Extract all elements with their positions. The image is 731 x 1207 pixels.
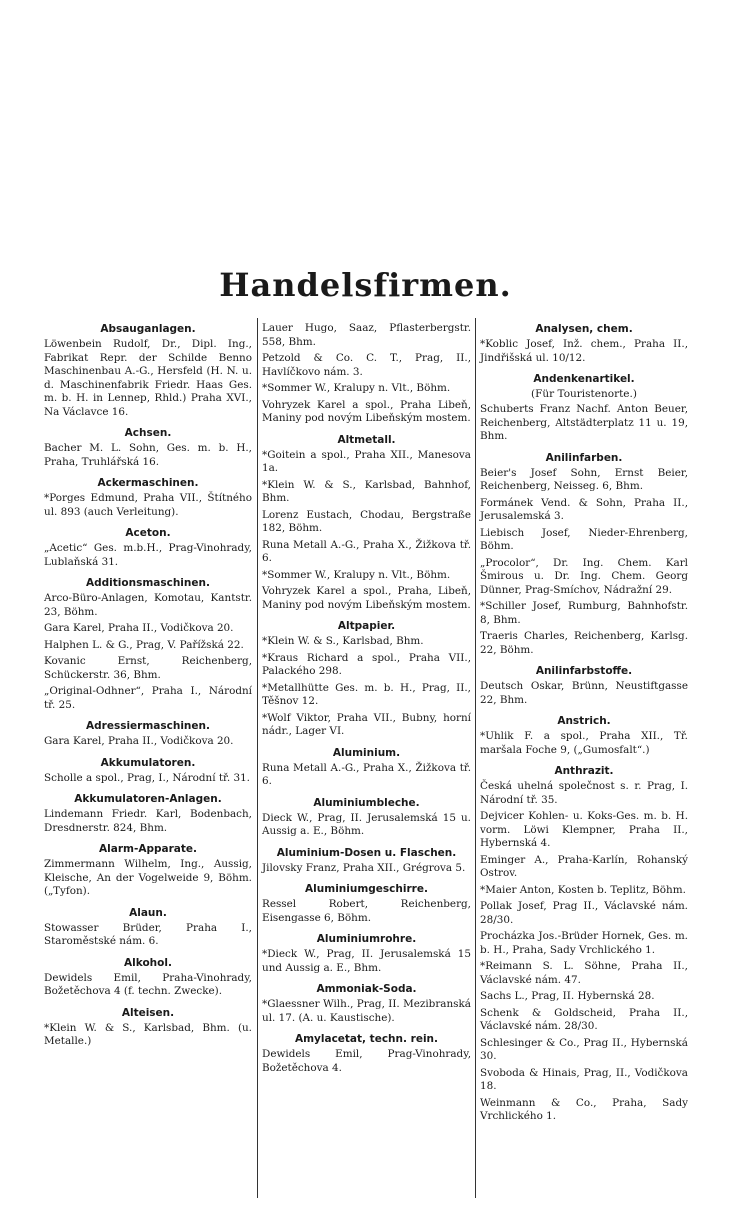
firm-entry: Scholle a spol., Prag, I., Národní tř. 31. [44,771,250,784]
column-3 [480,322,688,1131]
category-section [480,322,688,365]
category-heading: Anthrazit. [554,765,614,777]
category-section [44,476,252,519]
firm-entry: Procházka Jos.-Brüder Hornek, Ges. m. b. H., Praha, Sady Vrchlického 1. [480,930,688,956]
firm-entry: *Porges Edmund, Praha VII., Štítného ul. 893 (auch Verleitung). [44,492,252,518]
category-heading: Aluminium-Dosen u. Flaschen. [276,846,457,859]
category-heading: Altpapier. [337,620,396,632]
category-heading: Anstrich. [557,715,611,727]
firm-entry: Lauer Hugo, Saaz, Pflasterbergstr. 558, Bhm. [262,322,471,348]
category-heading: Aluminium. [332,746,401,759]
firm-entry: „Acetic“ Ges. m.b.H., Prag-Vinohrady, Lublaňská 31. [44,542,252,568]
firm-entry: Halphen L. & G., Prag, V. Pařížská 22. [44,638,244,651]
column-rule [257,318,258,1198]
category-heading: Ackermaschinen. [97,477,199,489]
category-section [44,576,252,712]
firm-entry: Vohryzek Karel a spol., Praha, Libeň, Maniny pod novým Libeňským mostem. [262,585,471,611]
category-section [262,846,471,876]
category-heading: Aluminiumbleche. [313,796,420,809]
firm-entry: Vohryzek Karel a spol., Praha Libeň, Maniny pod novým Libeňským mostem. [262,398,471,424]
category-section [480,372,688,444]
firm-entry: Petzold & Co. C. T., Prag, II., Havlíčkovo nám. 3. [262,352,471,378]
firm-entry: *Sommer W., Kralupy n. Vlt., Böhm. [262,382,451,394]
firm-entry: Runa Metall A.-G., Praha X., Žižkova tř. 6. [262,538,471,564]
firm-entry: *Wolf Viktor, Praha VII., Bubny, horní nádr., Lager VI. [262,711,471,737]
category-section [44,719,252,749]
category-heading: Akkumulatoren-Anlagen. [74,793,222,805]
firm-entry: Sachs L., Prag, II. Hybernská 28. [480,990,655,1002]
firm-entry: *Koblic Josef, Inž. chem., Praha II., Jindřišská ul. 10/12. [480,338,688,364]
firm-entry: *Reimann S. L. Söhne, Praha II., Václavské nám. 47. [480,960,688,986]
category-heading: Achsen. [124,427,172,439]
firm-entry: Svoboda & Hinais, Prag, II., Vodičkova 18. [480,1066,688,1092]
category-section [44,842,252,899]
category-section [44,756,252,786]
category-section [44,426,252,469]
category-heading: Anilinfarben. [545,451,623,464]
category-section [262,982,471,1025]
firm-entry: Gara Karel, Praha II., Vodičkova 20. [44,622,234,634]
category-section [44,792,252,835]
category-section [262,746,471,789]
category-section [480,664,688,707]
firm-entry: *Klein W. & S., Karlsbad, Bhm. (u. Metalle.) [44,1021,252,1047]
firm-entry: *Schiller Josef, Rumburg, Bahnhofstr. 8, Bhm. [480,600,688,626]
category-section [262,882,471,925]
category-heading: Additionsmaschinen. [86,577,210,589]
category-heading: Altmetall. [337,433,396,446]
page-title: Handelsfirmen. [219,266,512,304]
category-heading: Ammoniak-Soda. [316,983,417,995]
firm-entry: Jilovsky Franz, Praha XII., Grégrova 5. [262,861,466,874]
firm-entry: Traeris Charles, Reichenberg, Karlsg. 22, Böhm. [480,630,688,656]
firm-entry: „Procolor“, Dr. Ing. Chem. Karl Šmirous u. Dr. Ing. Chem. Georg Dünner, Prag-Smíchov, Nádražní 29. [480,556,688,596]
firm-entry: *Sommer W., Kralupy n. Vlt., Böhm. [262,568,451,581]
category-heading: Anilinfarbstoffe. [535,665,633,677]
firm-entry: *Metallhütte Ges. m. b. H., Prag, II., Těšnov 12. [262,681,471,707]
firm-entry: Ressel Robert, Reichenberg, Eisengasse 6, Böhm. [262,898,471,924]
category-heading: Aluminiumgeschirre. [305,883,428,895]
firm-entry: „Original-Odhner“, Praha I., Národní tř. 25. [44,685,252,711]
category-heading: Adressiermaschinen. [86,720,210,732]
firm-entry: Löwenbein Rudolf, Dr., Dipl. Ing., Fabrikat Repr. der Schilde Benno Maschinenbau A.-G., Hersfeld (H. N. u. d. Maschinenfabrik Friedr. Haas Ges. m. b. H. in Lennep, Rhld.) Praha XVI., Na Václavce 16. [44,338,252,418]
firm-entry: Runa Metall A.-G., Praha X., Žižkova tř. 6. [262,761,471,787]
category-section [480,764,688,1124]
firm-entry: Dieck W., Prag, II. Jerusalemská 15 u. Aussig a. E., Böhm. [262,811,471,837]
firm-entry: *Klein W. & S., Karlsbad, Bahnhof, Bhm. [262,478,471,504]
firm-entry: Dewidels Emil, Praha-Vinohrady, Božetěchova 4 (f. techn. Zwecke). [44,971,252,997]
firm-entry: Schenk & Goldscheid, Praha II., Václavské nám. 28/30. [480,1006,688,1032]
firm-entry: Kovanic Ernst, Reichenberg, Schückerstr. 36, Bhm. [44,655,252,681]
firm-entry: Dejvicer Kohlen- u. Koks-Ges. m. b. H. vorm. Löwi Klempner, Praha II., Hybernská 4. [480,810,688,849]
firm-entry: *Glaessner Wilh., Prag, II. Mezibranská ul. 17. (A. u. Kaustische). [262,998,471,1024]
firm-entry: Weinmann & Co., Praha, Sady Vrchlického 1. [480,1096,688,1122]
firm-entry: Pollak Josef, Prag II., Václavské nám. 28/30. [480,900,688,926]
category-heading: Akkumulatoren. [100,756,196,769]
firm-entry: Schlesinger & Co., Prag II., Hybernská 30. [480,1036,688,1062]
category-heading: Absauganlagen. [100,323,196,335]
category-section [44,906,252,949]
category-heading: Alaun. [129,906,167,919]
firm-entry: *Klein W. & S., Karlsbad, Bhm. [262,635,424,647]
firm-entry: Česká uhelná společnost s. r. Prag, I. Národní tř. 35. [480,780,688,806]
firm-entry: Schuberts Franz Nachf. Anton Beuer, Reichenberg, Altstädterplatz 11 u. 19, Bhm. [480,403,688,442]
firm-entry: Dewidels Emil, Prag-Vinohrady, Božetěchova 4. [262,1048,471,1074]
category-heading: Andenkenartikel. [533,373,635,385]
firm-entry: Beier's Josef Sohn, Ernst Beier, Reichenberg, Neisseg. 6, Bhm. [480,466,688,492]
category-section [262,796,471,839]
firm-entry: Liebisch Josef, Nieder-Ehrenberg, Böhm. [480,526,688,552]
firm-entry: *Dieck W., Prag, II. Jerusalemská 15 und Aussig a. E., Bhm. [262,948,471,974]
category-section [262,619,471,739]
firm-entry: Formánek Vend. & Sohn, Praha II., Jerusalemská 3. [480,496,688,522]
category-heading: Alkohol. [124,956,172,969]
category-heading: Aceton. [125,527,171,539]
category-section [480,714,688,757]
firm-entry: Eminger A., Praha-Karlín, Rohanský Ostrov. [480,853,688,879]
column-1 [44,322,252,1056]
category-subheading: (Für Touristenorte.) [531,388,637,400]
firm-entry: Lindemann Friedr. Karl, Bodenbach, Dresdnerstr. 824, Bhm. [44,808,252,834]
firm-entry: Bacher M. L. Sohn, Ges. m. b. H., Praha, Truhlářská 16. [44,442,252,468]
firm-entry: Gara Karel, Praha II., Vodičkova 20. [44,735,234,747]
category-heading: Analysen, chem. [535,323,633,335]
category-heading: Alteisen. [121,1006,175,1019]
firm-entry: Stowasser Brüder, Praha I., Staroměstské nám. 6. [44,921,252,947]
column-rule [475,318,476,1198]
category-section [480,451,688,658]
firm-entry: *Uhlik F. a spol., Praha XII., Tř. maršala Foche 9, („Gumosfalt“.) [480,730,688,756]
firm-entry: Deutsch Oskar, Brünn, Neustiftgasse 22, Bhm. [480,680,688,706]
firm-entry: *Maier Anton, Kosten b. Teplitz, Böhm. [480,883,686,896]
column-2 [262,322,471,1082]
firm-entry: *Kraus Richard a spol., Praha VII., Palackého 298. [262,651,471,677]
category-heading: Amylacetat, techn. rein. [294,1033,439,1045]
firm-entry: Lorenz Eustach, Chodau, Bergstraße 182, Böhm. [262,508,471,534]
category-section [44,956,252,999]
firm-entry: Zimmermann Wilhelm, Ing., Aussig, Kleische, An der Vogelweide 9, Böhm. („Tyfon). [44,858,252,897]
category-section [262,1032,471,1075]
category-section [44,322,252,419]
category-heading: Aluminiumrohre. [316,933,417,945]
firm-entry: *Goitein a spol., Praha XII., Manesova 1a. [262,448,471,474]
category-section [262,433,471,613]
firm-entry: Arco-Büro-Anlagen, Komotau, Kantstr. 23, Böhm. [44,592,252,618]
category-heading: Alarm-Apparate. [99,843,197,855]
category-section [262,322,471,426]
category-section [44,526,252,569]
category-section [262,932,471,975]
category-section [44,1006,252,1049]
